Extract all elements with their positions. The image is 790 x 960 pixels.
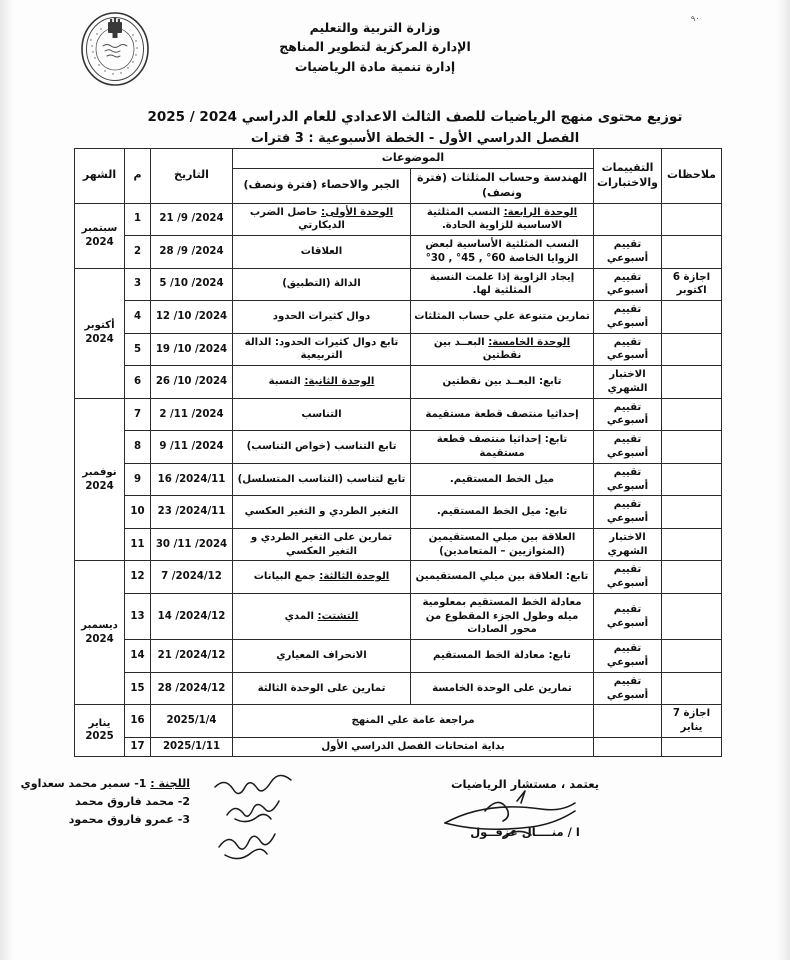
committee-label: اللجنة : (150, 777, 190, 790)
algebra-topic-text: المدي (284, 610, 314, 622)
cell-algebra (233, 528, 411, 561)
table-row (75, 705, 722, 738)
table-row (75, 268, 722, 301)
cell-notes (662, 593, 722, 639)
cell-notes (662, 431, 722, 464)
cell-geometry (411, 640, 594, 673)
cell-algebra (233, 593, 411, 639)
ministry-seal-icon (75, 10, 155, 88)
document-header (0, 0, 790, 103)
geometry-topic-text: العلاقة بين ميلي المستقيمين (المتوازيين – المتعامدين) (428, 531, 576, 557)
cell-geometry (411, 203, 594, 236)
cell-serial-number: 15 (125, 672, 151, 705)
title-line-2: الفصل الدراسي الأول - الخطة الأسبوعية : 3 فترات (250, 130, 580, 146)
cell-serial-number: 2 (125, 236, 151, 269)
committee-member-list (20, 793, 190, 829)
geometry-topic-text: البعــد بين نقطتين (433, 336, 522, 362)
cell-algebra (233, 463, 411, 496)
geometry-topic-text: معادلة الخط المستقيم بمعلومية ميله وطول الجزء المقطوع من محور الصادات (422, 596, 582, 636)
geometry-topic-text: النسب المثلثية الاساسية للزاوية الحادة. (426, 206, 563, 232)
cell-serial-number: 16 (125, 705, 151, 738)
cell-serial-number: 12 (125, 561, 151, 594)
cell-date: 2024/12/ 14 (151, 593, 233, 639)
cell-algebra (233, 496, 411, 529)
algebra-topic-text: جمع البيانات (253, 571, 316, 583)
cell-geometry (411, 333, 594, 366)
cell-serial-number: 10 (125, 496, 151, 529)
cell-serial-number: 4 (125, 301, 151, 334)
table-row (75, 301, 722, 334)
committee-member-1: 1- سمير محمد سعداوي (20, 777, 147, 790)
cell-evaluation: الاختبار الشهري (594, 366, 662, 399)
algebra-unit-label: الوحدة الثانية: (304, 376, 375, 388)
cell-serial-number: 9 (125, 463, 151, 496)
table-row (75, 528, 722, 561)
algebra-unit-label: الوحدة الثالثة: (319, 571, 390, 583)
col-header-algebra: الجبر والاحصاء (فترة ونصف) (233, 168, 411, 203)
geometry-unit-label: الوحدة الرابعة: (503, 206, 578, 218)
cell-notes (662, 672, 722, 705)
algebra-topic-text: الدالة (التطبيق) (282, 278, 361, 290)
cell-evaluation: تقييم أسبوعي (594, 640, 662, 673)
cell-notes (662, 236, 722, 269)
cell-notes (662, 463, 722, 496)
cell-geometry (411, 561, 594, 594)
cell-notes (662, 333, 722, 366)
cell-notes (662, 561, 722, 594)
col-header-date: التاريخ (151, 149, 233, 204)
cell-geometry (411, 672, 594, 705)
cell-evaluation (594, 737, 662, 756)
title-line-1: توزيع محتوى منهج الرياضيات للصف الثالث الاعدادي للعام الدراسي 2024 / 2025 (147, 109, 683, 125)
algebra-topic-text: العلاقات (300, 245, 343, 257)
cell-geometry (411, 528, 594, 561)
ministry-line-1: وزارة التربية والتعليم (309, 20, 441, 35)
geometry-topic-text: النسب المثلثية الأساسية لبعض الزوايا الخاصة 60° , 45° , 30° (425, 239, 579, 264)
table-row (75, 593, 722, 639)
cell-evaluation: تقييم أسبوعي (594, 496, 662, 529)
table-row (75, 431, 722, 464)
cell-month: سبتمبر 2024 (75, 203, 125, 268)
cell-notes (662, 366, 722, 399)
cell-date: 2024/ 11/ 30 (151, 528, 233, 561)
cell-month: نوفمبر 2024 (75, 398, 125, 561)
cell-algebra (233, 561, 411, 594)
committee-signatures (205, 769, 395, 879)
cell-date: 2024/11/ 16 (151, 463, 233, 496)
geometry-topic-text: تابع: ميل الخط المستقيم. (436, 506, 568, 518)
cell-geometry (411, 236, 594, 269)
document-footer (0, 775, 790, 955)
cell-geometry (411, 301, 594, 334)
table-body (75, 203, 722, 756)
corner-handwritten-mark: ٩٠ (690, 13, 701, 24)
col-header-month: الشهر (75, 149, 125, 204)
col-header-notes: ملاحظات (662, 149, 722, 204)
table-row (75, 236, 722, 269)
algebra-topic-text: التناسب (301, 408, 342, 420)
table-row (75, 640, 722, 673)
cell-evaluation: تقييم أسبوعي (594, 672, 662, 705)
cell-algebra (233, 333, 411, 366)
cell-full-width-topic: مراجعة عامة علي المنهج (233, 705, 594, 738)
cell-serial-number: 7 (125, 398, 151, 431)
cell-geometry (411, 431, 594, 464)
table-head (75, 149, 722, 204)
cell-date: 2024/ 9/ 28 (151, 236, 233, 269)
cell-date: 2024/11/ 23 (151, 496, 233, 529)
table-row (75, 463, 722, 496)
cell-geometry (411, 268, 594, 301)
committee-member-2: 2- محمد فاروق محمد (75, 795, 190, 809)
cell-algebra (233, 366, 411, 399)
cell-notes: اجازة 7 يناير (662, 705, 722, 738)
geometry-topic-text: تابع: معادلة الخط المستقيم (433, 650, 571, 662)
cell-evaluation: تقييم أسبوعي (594, 301, 662, 334)
table-row (75, 203, 722, 236)
geometry-topic-text: تابع: البعــد بين نقطتين (442, 376, 562, 388)
col-header-evaluations: التقييمات والاختبارات (594, 149, 662, 204)
geometry-topic-text: تابع: إحداثيا منتصف قطعة مستقيمة (436, 434, 568, 460)
cell-notes (662, 398, 722, 431)
cell-date: 2024/12/ 28 (151, 672, 233, 705)
page-title (0, 107, 790, 149)
cell-date: 2025/1/11 (151, 737, 233, 756)
approval-block (425, 775, 625, 842)
cell-notes (662, 640, 722, 673)
cell-notes (662, 737, 722, 756)
cell-serial-number: 5 (125, 333, 151, 366)
cell-notes (662, 496, 722, 529)
cell-notes: اجازة 6 اكتوبر (662, 268, 722, 301)
cell-date: 2024/ 10/ 26 (151, 366, 233, 399)
table-row (75, 737, 722, 756)
table-row (75, 672, 722, 705)
geometry-topic-text: إحداثيا منتصف قطعة مستقيمة (425, 408, 579, 420)
algebra-unit-label: الوحدة الأولى: (321, 206, 394, 218)
geometry-topic-text: ميل الخط المستقيم. (449, 473, 555, 485)
geometry-topic-text: تابع: العلاقة بين ميلي المستقيمين (415, 571, 589, 583)
ministry-line-2: الإدارة المركزية لتطوير المناهج (279, 39, 471, 55)
ministry-line-3: إدارة تنمية مادة الرياضيات (294, 58, 456, 74)
table-row (75, 496, 722, 529)
cell-date: 2024/ 10/ 12 (151, 301, 233, 334)
cell-date: 2024/12/ 21 (151, 640, 233, 673)
table-header-row (75, 149, 722, 169)
cell-evaluation: تقييم أسبوعي (594, 593, 662, 639)
cell-month: ديسمبر 2024 (75, 561, 125, 705)
geometry-topic-text: إيجاد الزاوية إذا علمت النسبة المثلثية لها. (429, 271, 575, 297)
algebra-topic-text: النسبة (268, 376, 301, 388)
cell-geometry (411, 496, 594, 529)
cell-algebra (233, 640, 411, 673)
cell-algebra (233, 301, 411, 334)
geometry-topic-text: تمارين على الوحدة الخامسة (432, 682, 572, 694)
cell-month: أكتوبر 2024 (75, 268, 125, 398)
cell-date: 2024/ 9/ 21 (151, 203, 233, 236)
cell-notes (662, 528, 722, 561)
approver-name: ا / منــــال عزفــول (470, 825, 580, 840)
cell-algebra (233, 398, 411, 431)
cell-date: 2025/1/4 (151, 705, 233, 738)
table-row (75, 366, 722, 399)
geometry-topic-text: تمارين متنوعة علي حساب المثلثات (414, 311, 590, 322)
cell-serial-number: 3 (125, 268, 151, 301)
cell-serial-number: 6 (125, 366, 151, 399)
cell-notes (662, 301, 722, 334)
cell-algebra (233, 268, 411, 301)
cell-date: 2024/ 10/ 5 (151, 268, 233, 301)
cell-evaluation: تقييم أسبوعي (594, 268, 662, 301)
algebra-topic-text: تمارين على التغير الطردي و التغير العكسي (250, 531, 393, 557)
algebra-topic-text: تابع لتناسب (التناسب المتسلسل) (237, 473, 406, 485)
cell-evaluation: تقييم أسبوعي (594, 398, 662, 431)
cell-serial-number: 14 (125, 640, 151, 673)
cell-algebra (233, 431, 411, 464)
table-row (75, 561, 722, 594)
algebra-topic-text: دوال كثيرات الحدود (272, 311, 371, 322)
cell-serial-number: 8 (125, 431, 151, 464)
committee-member-3: 3- عمرو فاروق محمود (68, 813, 190, 827)
cell-geometry (411, 366, 594, 399)
cell-evaluation: تقييم أسبوعي (594, 236, 662, 269)
cell-algebra (233, 672, 411, 705)
algebra-topic-text: التغير الطردي و التغير العكسي (244, 506, 399, 518)
col-header-num: م (125, 149, 151, 204)
cell-serial-number: 17 (125, 737, 151, 756)
col-header-geometry: الهندسة وحساب المثلثات (فترة ونصف) (411, 168, 594, 203)
cell-full-width-topic: بداية امتحانات الفصل الدراسي الأول (233, 737, 594, 756)
approval-label: يعتمد ، مستشار الرياضيات (450, 777, 600, 791)
algebra-topic-text: تابع التناسب (خواص التناسب) (246, 441, 397, 453)
geometry-unit-label: الوحدة الخامسة: (488, 336, 571, 348)
cell-evaluation: تقييم أسبوعي (594, 333, 662, 366)
cell-geometry (411, 593, 594, 639)
algebra-unit-label: التشتت: (317, 610, 359, 622)
cell-evaluation: تقييم أسبوعي (594, 561, 662, 594)
cell-serial-number: 11 (125, 528, 151, 561)
cell-evaluation: تقييم أسبوعي (594, 463, 662, 496)
col-header-topics: الموضوعات (233, 149, 594, 169)
cell-date: 2024/12/ 7 (151, 561, 233, 594)
cell-geometry (411, 398, 594, 431)
algebra-topic-text: تمارين على الوحدة الثالثة (257, 682, 386, 694)
cell-date: 2024/ 10/ 19 (151, 333, 233, 366)
distribution-table (74, 148, 722, 757)
algebra-topic-text: الانحراف المعياري (276, 650, 367, 662)
cell-algebra (233, 236, 411, 269)
cell-evaluation (594, 203, 662, 236)
cell-date: 2024/ 11/ 9 (151, 431, 233, 464)
table-row (75, 333, 722, 366)
committee-block (20, 775, 190, 829)
algebra-topic-text: تابع دوال كثيرات الحدود: الدالة التربيعية (244, 336, 399, 362)
distribution-table-container (75, 148, 722, 757)
cell-evaluation: الاختبار الشهري (594, 528, 662, 561)
cell-notes (662, 203, 722, 236)
cell-date: 2024/ 11/ 2 (151, 398, 233, 431)
table-row (75, 398, 722, 431)
cell-algebra (233, 203, 411, 236)
cell-evaluation: تقييم أسبوعي (594, 431, 662, 464)
cell-evaluation (594, 705, 662, 738)
cell-geometry (411, 463, 594, 496)
cell-serial-number: 1 (125, 203, 151, 236)
algebra-topic-text: حاصل الضرب الديكارتي (249, 206, 345, 232)
cell-serial-number: 13 (125, 593, 151, 639)
cell-month: يناير 2025 (75, 705, 125, 756)
